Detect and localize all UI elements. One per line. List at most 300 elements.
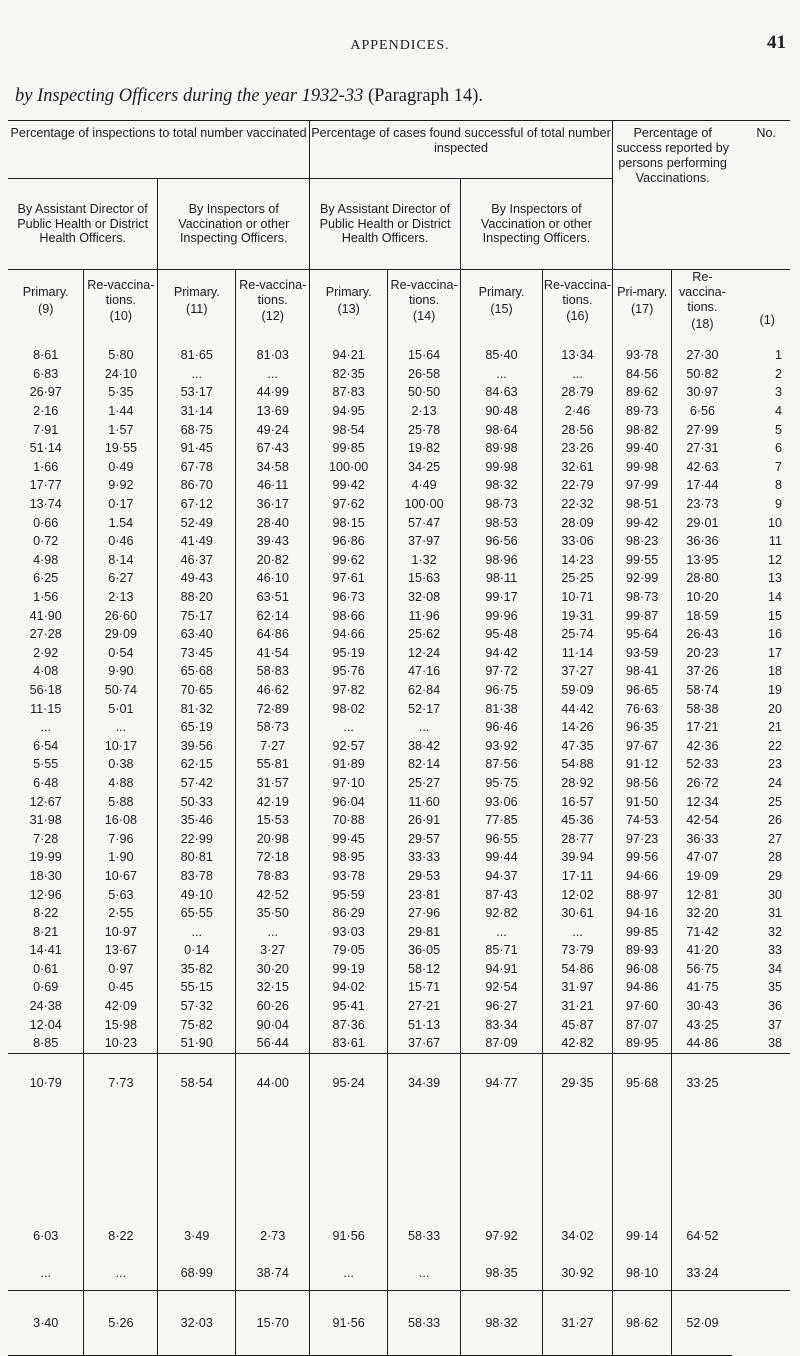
col-number: (18) (691, 316, 714, 331)
table-row (8, 625, 790, 644)
table-cell: 87·07 (612, 1015, 672, 1034)
summary-cell: 10·79 (8, 1053, 84, 1112)
summary-cell: 33·24 (672, 1256, 733, 1291)
table-cell: 5·01 (84, 699, 158, 718)
row-number-cell: 8 (774, 478, 782, 493)
row-number-cell: 23 (767, 757, 782, 772)
table-cell: 98·95 (310, 848, 388, 867)
empty-cell (388, 1112, 461, 1216)
table-cell: 94·66 (612, 867, 672, 886)
table-cell: 93·03 (310, 922, 388, 941)
table-cell: 23·81 (388, 885, 461, 904)
table-caption (15, 86, 483, 107)
table-cell: 50·74 (84, 681, 158, 700)
table-cell: 70·88 (310, 811, 388, 830)
table-cell: 4·08 (33, 664, 59, 679)
table-cell: 93·59 (612, 644, 672, 663)
table-cell: 12·96 (29, 887, 62, 902)
table-row (8, 736, 790, 755)
table-cell: 99·45 (310, 829, 388, 848)
table-cell: 31·14 (158, 402, 236, 421)
table-cell: 55·15 (158, 978, 236, 997)
table-cell: 0·54 (84, 644, 158, 663)
table-cell: 16·57 (543, 792, 613, 811)
table-cell: 29·57 (388, 829, 461, 848)
table-cell: 62·15 (158, 755, 236, 774)
table-cell: 39·94 (543, 848, 613, 867)
table-cell: 15·71 (388, 978, 461, 997)
summary-cell: 34·02 (543, 1216, 613, 1256)
table-cell: 87·43 (461, 885, 543, 904)
table-cell: 42·63 (672, 458, 733, 477)
row-number-cell: 37 (767, 1017, 782, 1032)
table-cell: 99·56 (612, 848, 672, 867)
table-cell: 8·85 (33, 1036, 59, 1051)
table-cell: 39·56 (158, 736, 236, 755)
summary-cell: 98·32 (461, 1290, 543, 1355)
table-cell: 12·04 (29, 1017, 62, 1032)
table-cell: 91·45 (158, 439, 236, 458)
table-cell: 41·54 (236, 644, 310, 663)
col-label: Re-vaccina-tions. (678, 270, 726, 314)
row-number-cell: 10 (767, 515, 782, 530)
table-cell: 13·95 (672, 551, 733, 570)
col-label: Pri-mary. (617, 285, 668, 300)
table-cell: 22·99 (158, 829, 236, 848)
summary-row (8, 1053, 790, 1112)
table-cell: 68·75 (158, 420, 236, 439)
summary-cell: 15·70 (236, 1290, 310, 1355)
table-cell: 32·61 (543, 458, 613, 477)
table-cell: 12·81 (672, 885, 733, 904)
table-cell: 43·25 (672, 1015, 733, 1034)
table-cell: 51·13 (388, 1015, 461, 1034)
table-row (8, 495, 790, 514)
table-cell: 87·09 (461, 1034, 543, 1053)
empty-cell (236, 1112, 310, 1216)
table-cell: 49·43 (158, 569, 236, 588)
table-cell: 99·98 (461, 458, 543, 477)
table-cell: 95·76 (310, 662, 388, 681)
table-cell: 97·99 (612, 476, 672, 495)
table-cell: 42·19 (236, 792, 310, 811)
table-cell: 63·40 (158, 625, 236, 644)
table-cell: 11·15 (30, 701, 62, 716)
row-number-cell: 31 (767, 906, 782, 921)
table-row (8, 978, 790, 997)
table-cell: 59·09 (543, 681, 613, 700)
table-cell: 13·34 (543, 332, 613, 365)
table-cell: 12·24 (388, 644, 461, 663)
table-cell: 45·87 (543, 1015, 613, 1034)
table-row (8, 1034, 790, 1053)
table-cell: 27·30 (672, 332, 733, 365)
table-cell: 30·20 (236, 960, 310, 979)
table-cell: 97·62 (310, 495, 388, 514)
table-row (8, 569, 790, 588)
table-cell: 18·30 (29, 868, 62, 883)
table-cell: 10·17 (84, 736, 158, 755)
col-label: Re-vaccina-tions. (239, 277, 307, 307)
table-row (8, 960, 790, 979)
table-cell: 10·97 (84, 922, 158, 941)
table-cell: 62·84 (388, 681, 461, 700)
empty-cell (732, 1053, 790, 1112)
table-cell: 5·55 (33, 757, 59, 772)
table-cell: 51·14 (29, 441, 62, 456)
table-row (8, 699, 790, 718)
row-number-cell: 5 (774, 422, 782, 437)
table-row (8, 867, 790, 886)
col-head-10 (84, 270, 158, 333)
summary-cell: 3·49 (158, 1216, 236, 1256)
table-cell: 65·55 (158, 904, 236, 923)
table-cell: 42·54 (672, 811, 733, 830)
table-cell: 13·69 (236, 402, 310, 421)
table-cell: 10·23 (84, 1034, 158, 1053)
running-head (0, 32, 800, 68)
table-cell: 83·78 (158, 867, 236, 886)
table-cell: 99·42 (612, 513, 672, 532)
table-cell: 98·82 (612, 420, 672, 439)
table-cell: 1·90 (84, 848, 158, 867)
table-cell: ... (461, 922, 543, 941)
table-cell: 15·98 (84, 1015, 158, 1034)
table-cell: 12·67 (29, 794, 62, 809)
summary-cell: 64·52 (672, 1216, 733, 1256)
table-cell: 44·42 (543, 699, 613, 718)
table-cell: 24·38 (29, 999, 62, 1014)
table-cell: 18·59 (672, 606, 733, 625)
summary-cell: ... (310, 1256, 388, 1291)
col-label: Primary. (478, 285, 525, 300)
table-cell: 17·44 (672, 476, 733, 495)
table-cell: 1·57 (84, 420, 158, 439)
table-cell: 30·97 (672, 383, 733, 402)
row-number-cell: 24 (767, 775, 782, 790)
table-row (8, 402, 790, 421)
table-cell: 33·33 (388, 848, 461, 867)
table-cell: 99·17 (461, 588, 543, 607)
table-cell: 50·33 (158, 792, 236, 811)
table-cell: ... (236, 922, 310, 941)
table-cell: 12·02 (543, 885, 613, 904)
table-cell: 84·56 (612, 365, 672, 384)
table-cell: 17·21 (672, 718, 733, 737)
table-cell: 6·54 (33, 738, 59, 753)
table-cell: 39·43 (236, 532, 310, 551)
table-row (8, 774, 790, 793)
table-cell: 71·42 (672, 922, 733, 941)
table-cell: 3·27 (236, 941, 310, 960)
table-cell: 8·22 (33, 906, 59, 921)
table-cell: ... (388, 718, 461, 737)
row-number-cell: 1 (774, 348, 782, 363)
table-cell: 90·04 (236, 1015, 310, 1034)
table-cell: 1·44 (84, 402, 158, 421)
table-cell: 31·97 (543, 978, 613, 997)
table-cell: 98·23 (612, 532, 672, 551)
table-cell: 92·57 (310, 736, 388, 755)
table-cell: 81·03 (236, 332, 310, 365)
table-cell: 82·14 (388, 755, 461, 774)
col-head-9 (8, 270, 84, 333)
summary-cell: 8·22 (84, 1216, 158, 1256)
table-cell: 4·49 (388, 476, 461, 495)
table-cell: 8·14 (84, 551, 158, 570)
table-cell: 36·05 (388, 941, 461, 960)
table-cell: 96·56 (461, 532, 543, 551)
table-row (8, 551, 790, 570)
table-row (8, 829, 790, 848)
table-cell: 37·67 (388, 1034, 461, 1053)
table-cell: 98·41 (612, 662, 672, 681)
table-cell: 6·27 (84, 569, 158, 588)
table-cell: 97·61 (310, 569, 388, 588)
table-cell: 88·20 (158, 588, 236, 607)
table-cell: 26·97 (29, 385, 62, 400)
table-cell: 16·08 (84, 811, 158, 830)
empty-cell (158, 1112, 236, 1216)
table-cell: 56·18 (29, 682, 62, 697)
table-row (8, 922, 790, 941)
table-cell: 98·73 (461, 495, 543, 514)
table-cell: 93·78 (310, 867, 388, 886)
summary-cell: 38·74 (236, 1256, 310, 1291)
table-cell: 72·89 (236, 699, 310, 718)
table-cell: 20·23 (672, 644, 733, 663)
header-no: No. (756, 126, 777, 140)
table-row (8, 904, 790, 923)
col-head-18 (672, 270, 733, 333)
table-cell: 95·75 (461, 774, 543, 793)
table-row (8, 718, 790, 737)
empty-cell (84, 1112, 158, 1216)
row-number-cell: 38 (767, 1036, 782, 1051)
table-cell: 6·56 (672, 402, 733, 421)
table-cell: 31·21 (543, 997, 613, 1016)
caption-paragraph-ref: (Paragraph 14). (367, 86, 484, 106)
empty-cell (543, 1112, 613, 1216)
row-number-cell: 25 (767, 794, 782, 809)
table-cell: 54·88 (543, 755, 613, 774)
summary-cell: 98·10 (612, 1256, 672, 1291)
summary-cell: 31·27 (543, 1290, 613, 1355)
table-cell: 37·26 (672, 662, 733, 681)
table-cell: 7·91 (33, 422, 59, 437)
table-cell: 17·77 (29, 478, 62, 493)
col-label: Primary. (173, 285, 220, 300)
table-cell: 29·53 (388, 867, 461, 886)
table-cell: 89·95 (612, 1034, 672, 1053)
table-cell: 65·68 (158, 662, 236, 681)
table-cell: 96·35 (612, 718, 672, 737)
table-cell: 56·44 (236, 1034, 310, 1053)
summary-row (8, 1256, 790, 1291)
table-cell: 35·50 (236, 904, 310, 923)
table-cell: 49·10 (158, 885, 236, 904)
empty-cell (732, 1112, 790, 1216)
table-cell: 0·14 (158, 941, 236, 960)
row-number-cell: 29 (767, 868, 782, 883)
table-cell: 94·42 (461, 644, 543, 663)
table-cell: 97·72 (461, 662, 543, 681)
table-cell: 98·56 (612, 774, 672, 793)
table-cell: 99·44 (461, 848, 543, 867)
table-cell: 98·53 (461, 513, 543, 532)
table-cell: 28·92 (543, 774, 613, 793)
table-cell: 83·34 (461, 1015, 543, 1034)
table-cell: 96·75 (461, 681, 543, 700)
table-cell: 2·13 (84, 588, 158, 607)
empty-cell (612, 1112, 672, 1216)
summary-cell: 95·68 (612, 1053, 672, 1112)
table-cell: 96·55 (461, 829, 543, 848)
table-cell: 94·66 (310, 625, 388, 644)
table-cell: 6·25 (33, 571, 59, 586)
table-cell: 89·62 (612, 383, 672, 402)
table-cell: 19·09 (672, 867, 733, 886)
summary-cell: ... (40, 1265, 51, 1280)
table-cell: 93·06 (461, 792, 543, 811)
table-cell: 87·83 (310, 383, 388, 402)
table-cell: 13·67 (84, 941, 158, 960)
summary-cell: 58·33 (388, 1216, 461, 1256)
table-cell: 97·67 (612, 736, 672, 755)
summary-cell: 34·39 (388, 1053, 461, 1112)
table-cell: 19·82 (388, 439, 461, 458)
table-cell: 99·98 (612, 458, 672, 477)
table-cell: 85·71 (461, 941, 543, 960)
table-row (8, 662, 790, 681)
summary-cell: 99·14 (612, 1216, 672, 1256)
empty-cell (310, 1112, 388, 1216)
table-cell: ... (236, 365, 310, 384)
row-number-cell: 14 (767, 590, 782, 605)
table-cell: 28·40 (236, 513, 310, 532)
table-cell: 32·20 (672, 904, 733, 923)
table-cell: 100·00 (388, 495, 461, 514)
table-cell: 9·92 (84, 476, 158, 495)
summary-cell: ... (84, 1256, 158, 1291)
table-cell: 92·82 (461, 904, 543, 923)
table-row (8, 332, 790, 365)
table-cell: 42·52 (236, 885, 310, 904)
table-cell: 52·49 (158, 513, 236, 532)
table-cell: 83·61 (310, 1034, 388, 1053)
table-row (8, 383, 790, 402)
table-cell: 0·17 (84, 495, 158, 514)
table-row (8, 848, 790, 867)
table-cell: 27·99 (672, 420, 733, 439)
table-cell: 92·99 (612, 569, 672, 588)
header-group-successful: Percentage of cases found successful of total number inspected (310, 120, 613, 179)
table-cell: 95·41 (310, 997, 388, 1016)
table-cell: 41·90 (29, 608, 62, 623)
empty-cell (732, 1290, 790, 1355)
table-cell: 41·75 (672, 978, 733, 997)
table-cell: 15·63 (388, 569, 461, 588)
table-cell: 53·17 (158, 383, 236, 402)
row-number-cell: 30 (767, 887, 782, 902)
table-cell: 33·06 (543, 532, 613, 551)
table-cell: 26·60 (84, 606, 158, 625)
table-row (8, 439, 790, 458)
summary-cell: 98·35 (461, 1256, 543, 1291)
table-row (8, 365, 790, 384)
table-cell: 20·98 (236, 829, 310, 848)
table-cell: 54·86 (543, 960, 613, 979)
table-cell: 22·32 (543, 495, 613, 514)
table-cell: 99·62 (310, 551, 388, 570)
table-cell: 37·97 (388, 532, 461, 551)
row-number-cell: 20 (767, 701, 782, 716)
table-row (8, 681, 790, 700)
table-cell: ... (40, 720, 51, 735)
table-cell: 5·88 (84, 792, 158, 811)
empty-cell (732, 1256, 790, 1291)
table-cell: 36·17 (236, 495, 310, 514)
table-cell: 47·07 (672, 848, 733, 867)
table-row (8, 1015, 790, 1034)
table-cell: 74·53 (612, 811, 672, 830)
table-cell: 50·50 (388, 383, 461, 402)
table-cell: 27·28 (29, 627, 62, 642)
header-assistant-director-1: By Assistant Director of Public Health or District Health Officers. (8, 179, 158, 270)
empty-cell (672, 1112, 733, 1216)
table-cell: 25·78 (388, 420, 461, 439)
table-row (8, 885, 790, 904)
col-number: (17) (630, 302, 654, 316)
table-cell: 34·58 (236, 458, 310, 477)
table-cell: 100·00 (310, 458, 388, 477)
table-cell: 2·92 (33, 645, 59, 660)
col-number: (12) (261, 309, 284, 324)
table-cell: 44·86 (672, 1034, 733, 1053)
table-cell: 38·42 (388, 736, 461, 755)
col-number: (15) (490, 302, 513, 316)
table-cell: 94·16 (612, 904, 672, 923)
row-number-cell: 19 (767, 682, 782, 697)
table-row (8, 458, 790, 477)
col-number: (1) (759, 313, 775, 328)
table-cell: 28·80 (672, 569, 733, 588)
table-cell: 98·15 (310, 513, 388, 532)
table-cell: 14·41 (29, 943, 62, 958)
row-number-cell: 22 (767, 738, 782, 753)
table-cell: 26·58 (388, 365, 461, 384)
table-cell: 34·25 (388, 458, 461, 477)
table-cell: 99·85 (612, 922, 672, 941)
header-inspectors-1: By Inspectors of Vaccination or other Inspecting Officers. (158, 179, 310, 270)
table-cell: 7·27 (236, 736, 310, 755)
summary-cell: 30·92 (543, 1256, 613, 1291)
table-cell: 42·09 (84, 997, 158, 1016)
header-inspectors-2: By Inspectors of Vaccination or other Inspecting Officers. (461, 179, 613, 270)
col-head-16 (543, 270, 613, 333)
table-cell: 41·20 (672, 941, 733, 960)
table-cell: 98·73 (612, 588, 672, 607)
table-cell: 72·18 (236, 848, 310, 867)
table-cell: 28·56 (543, 420, 613, 439)
summary-cell: 3·40 (8, 1290, 84, 1355)
table-cell: 92·54 (461, 978, 543, 997)
row-number-cell: 36 (767, 999, 782, 1014)
col-label: Re-vaccina-tions. (390, 277, 458, 307)
table-cell: 2·55 (84, 904, 158, 923)
summary-cell: ... (388, 1256, 461, 1291)
table-cell: 42·36 (672, 736, 733, 755)
